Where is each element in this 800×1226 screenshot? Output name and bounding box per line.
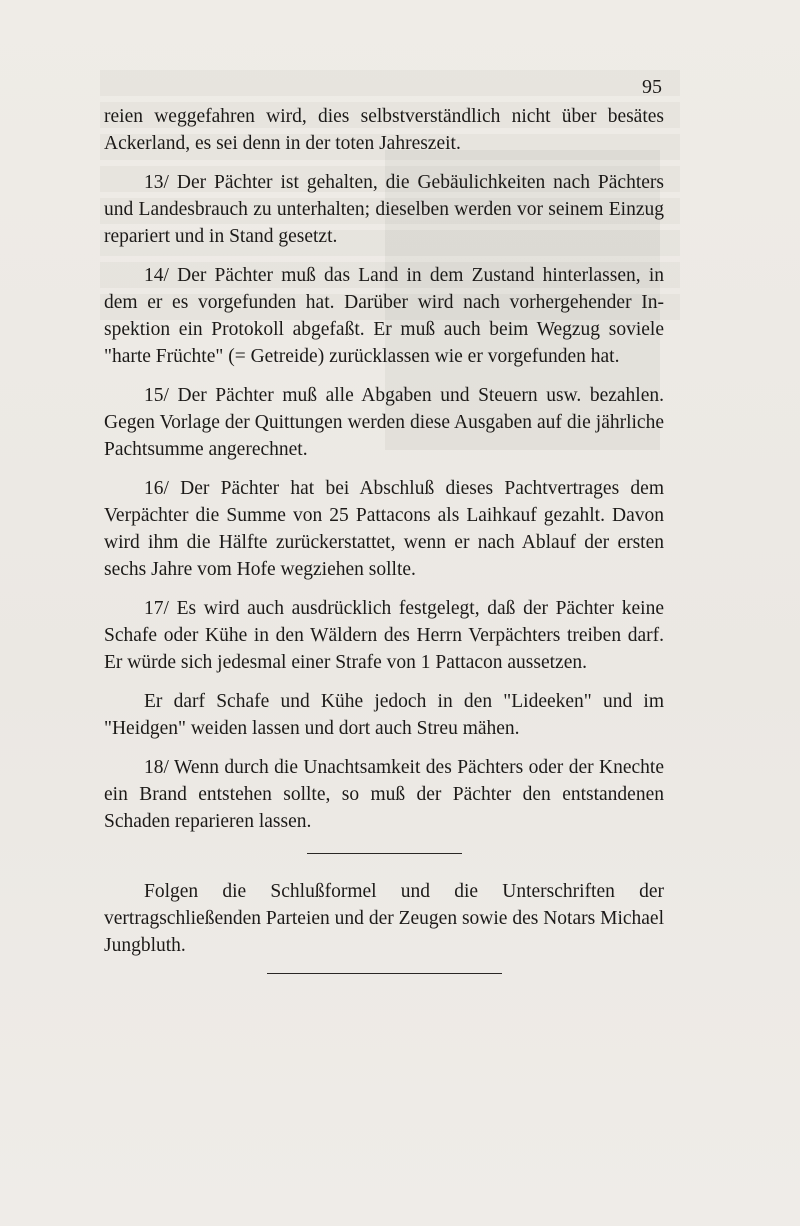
page-number: 95 (642, 76, 662, 98)
closing-paragraph: Folgen die Schlußformel und die Unterschriften der vertragschließenden Parteien und der Zeugen sowie des Notars Michael Jungbluth. (104, 881, 664, 956)
paragraph-13: 13/ Der Pächter ist gehalten, die Gebäulichkeiten nach Pächters und Landesbrauch zu unterhalten; dieselben werden vor seinem Einzug repariert und in Stand gesetzt. (104, 172, 664, 247)
paragraph-17-continued: Er darf Schafe und Kühe jedoch in den "Lideeken" und im "Heidgen" weiden lassen und dort auch Streu mähen. (104, 691, 664, 739)
section-divider-bottom (267, 973, 502, 974)
paragraph-14: 14/ Der Pächter muß das Land in dem Zustand hinterlassen, in dem er es vorgefunden hat. Darüber wird nach vorhergehender Inspektion ein Protokoll abgefaßt. Er muß auch beim Wegzug soviele "harte Früchte" (= Getreide) zurücklassen wie er vorgefunden hat. (104, 265, 664, 367)
paragraph-16: 16/ Der Pächter hat bei Abschluß dieses Pachtvertrages dem Verpächter die Summe von 25 Pattacons als Laihkauf gezahlt. Davon wird ihm die Hälfte zurückerstattet, wenn er nach Ablauf der ersten sechs Jahre vom Hofe wegziehen sollte. (104, 478, 664, 580)
paragraph-17: 17/ Es wird auch ausdrücklich festgelegt, daß der Pächter keine Schafe oder Kühe in den Wäldern des Herrn Verpächters treiben darf. Er würde sich jedesmal einer Strafe von 1 Pattacon aussetzen. (104, 598, 664, 673)
body-text (104, 103, 664, 998)
paragraph-18: 18/ Wenn durch die Unachtsamkeit des Pächters oder der Knechte ein Brand entstehen sollte, so muß der Pächter den entstandenen Schaden reparieren lassen. (104, 757, 664, 832)
section-divider-top (307, 853, 462, 854)
paragraph-15: 15/ Der Pächter muß alle Abgaben und Steuern usw. bezahlen. Gegen Vorlage der Quittungen werden diese Ausgaben auf die jährliche Pachtsumme angerechnet. (104, 385, 664, 460)
paragraph-continuation: reien weggefahren wird, dies selbstverständlich nicht über besätes Ackerland, es sei denn in der toten Jahreszeit. (104, 106, 664, 154)
